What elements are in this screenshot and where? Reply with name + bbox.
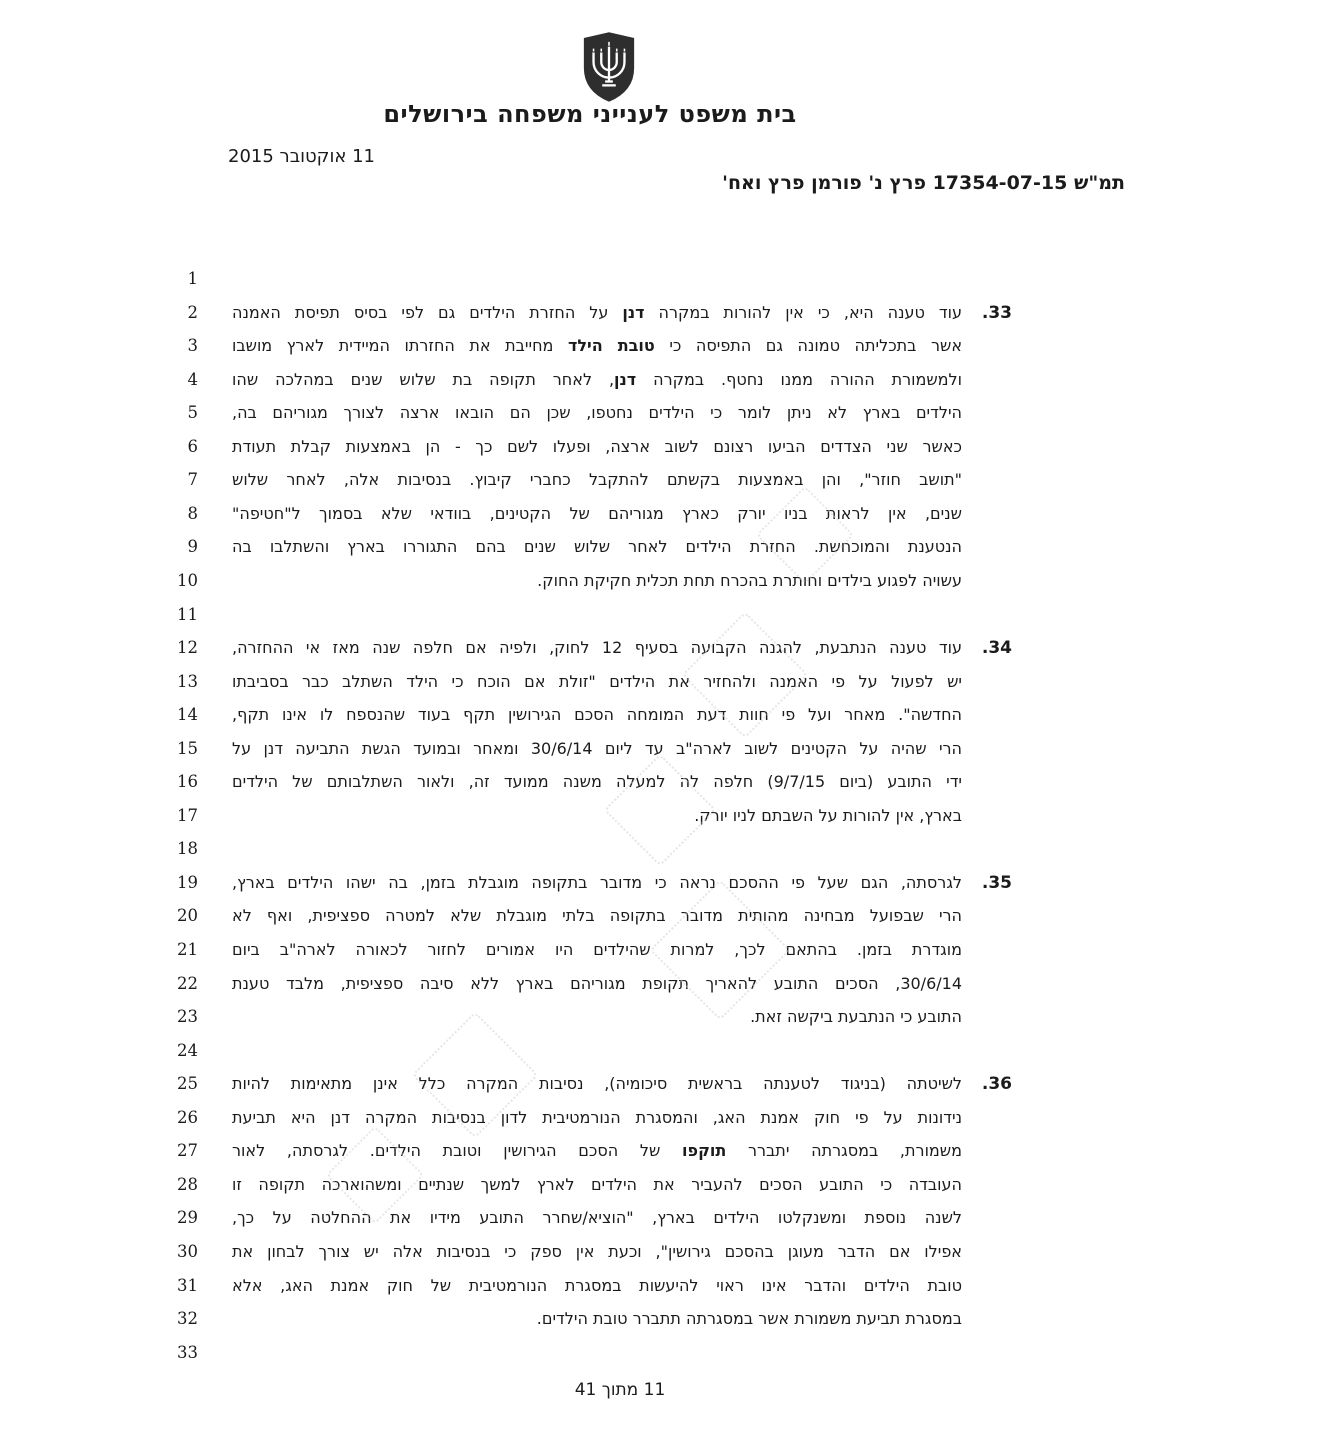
text-line: הרי שהיה על הקטינים לשוב לארה"ב עד ליום 30/6/14 ומאחר ובמועד הגשת התביעה דנן על bbox=[232, 738, 962, 758]
line-number: 11 bbox=[177, 604, 198, 624]
text-line: 30/6/14, הסכים התובע להאריך תקופת מגוריהם בארץ ללא סיבה ספציפית, מלבד טענת bbox=[232, 973, 962, 993]
line-number: 4 bbox=[187, 369, 198, 389]
text-line: בארץ, אין להורות על השבתם לניו יורק. bbox=[694, 805, 962, 825]
line-number: 21 bbox=[177, 940, 198, 959]
line-number: 25 bbox=[177, 1074, 198, 1094]
line-number: 3 bbox=[187, 336, 198, 356]
paragraph-number: 36. bbox=[981, 1074, 1012, 1095]
line-number: 1 bbox=[187, 269, 198, 288]
text-line: יש לפעול על פי האמנה ולהחזיר את הילדים "זולת אם הוכח כי הילד השתלב כבר בסביבתו bbox=[232, 671, 962, 691]
text-line: לשיטתה (בניגוד לטענתה בראשית סיכומיה), נסיבות המקרה כלל אינן מתאימות להיות bbox=[232, 1074, 962, 1094]
text-line: שנים, אין לראות בניו יורק כארץ מגוריהם של הקטינים, בוודאי שלא בסמוך ל"חטיפה" bbox=[232, 503, 962, 523]
text-line: הנטענת והמוכחשת. החזרת הילדים לאחר שלוש שנים בהם התגוררו בארץ והשתלבו בה bbox=[232, 537, 962, 557]
text-line: "תושב חוזר", והן באמצעות בקשתם להתקבל כחברי קיבוץ. בנסיבות אלה, לאחר שלוש bbox=[232, 470, 962, 490]
line-number: 12 bbox=[177, 638, 198, 658]
line-number: 15 bbox=[177, 738, 198, 758]
line-number: 26 bbox=[177, 1107, 198, 1127]
line-number: 23 bbox=[177, 1007, 198, 1027]
line-number: 7 bbox=[187, 470, 198, 490]
line-number: 31 bbox=[177, 1275, 198, 1295]
israel-state-emblem-icon bbox=[580, 30, 638, 104]
line-number: 2 bbox=[187, 302, 198, 322]
line-number: 6 bbox=[187, 436, 198, 456]
text-line: החדשה". מאחר ועל פי חוות דעת המומחה הסכם הגירושין תקף בעוד שהנספח לו אינו תקף, bbox=[232, 705, 962, 725]
line-number: 16 bbox=[177, 772, 198, 792]
paragraph-number: 35. bbox=[981, 872, 1012, 893]
line-number: 32 bbox=[177, 1309, 198, 1329]
text-line: התובע כי הנתבעת ביקשה זאת. bbox=[750, 1007, 962, 1027]
text-line: הרי שבפועל מבחינה מהותית מדובר בתקופה בלתי מוגבלת שלא למטרה ספציפית, ואף לא bbox=[232, 906, 962, 926]
line-number: 10 bbox=[177, 570, 198, 590]
text-line: אשר בתכליתה טמונה גם התפיסה כי טובת הילד מחייבת את החזרתו המיידית לארץ מושבו bbox=[232, 336, 962, 356]
text-line: במסגרת תביעת משמורת אשר במסגרתה תתברר טובת הילדים. bbox=[536, 1309, 962, 1329]
paragraph-number: 34. bbox=[981, 638, 1012, 659]
text-line: עוד טענה היא, כי אין להורות במקרה דנן על החזרת הילדים גם לפי בסיס תפיסת האמנה bbox=[232, 302, 962, 322]
paragraph-number: 33. bbox=[981, 302, 1012, 323]
line-number: 28 bbox=[177, 1174, 198, 1194]
text-line: טובת הילדים והדבר אינו ראוי להיעשות במסגרת הנורמטיבית של חוק אמנת האג, אלא bbox=[232, 1275, 962, 1295]
text-line: מוגדרת בזמן. בהתאם לכך, למרות שהילדים היו אמורים לחזור לכאורה לארה"ב ביום bbox=[232, 940, 962, 959]
line-number: 33 bbox=[177, 1342, 198, 1362]
line-number: 9 bbox=[187, 537, 198, 557]
text-line: אפילו אם הדבר מעוגן בהסכם גירושין", וכעת אין ספק כי בנסיבות אלה יש צורך לבחון את bbox=[232, 1241, 962, 1261]
line-number: 19 bbox=[177, 872, 198, 892]
text-line: העובדה כי התובע הסכים להעביר את הילדים לארץ למשך שנתיים ומשהוארכה תקופה זו bbox=[232, 1174, 962, 1194]
line-number: 8 bbox=[187, 503, 198, 523]
court-title: בית משפט לענייני משפחה בירושלים bbox=[383, 100, 797, 128]
text-line: ולמשמורת ההורה ממנו נחטף. במקרה דנן, לאחר תקופה בת שלוש שנים במהלכה שהו bbox=[232, 369, 962, 389]
text-line: עוד טענה הנתבעת, להגנה הקבועה בסעיף 12 לחוק, ולפיה אם חלפה שנה מאז אי ההחזרה, bbox=[232, 638, 962, 658]
line-number: 30 bbox=[177, 1241, 198, 1261]
line-number: 20 bbox=[177, 906, 198, 926]
text-line: לשנה נוספת ומשנקלטו הילדים בארץ, "הוציא/שחרר התובע מידיו את ההחלטה על כך, bbox=[232, 1208, 962, 1228]
text-line: עשויה לפגוע בילדים וחותרת בהכרח תחת תכלית חקיקת החוק. bbox=[537, 570, 962, 590]
case-number-line: תמ"ש 17354-07-15 פרץ נ' פורמן פרץ ואח' bbox=[722, 172, 1125, 194]
line-number: 5 bbox=[187, 403, 198, 423]
line-number: 27 bbox=[177, 1141, 198, 1161]
text-line: כאשר שני הצדדים הביעו רצונם לשוב ארצה, ופעלו לשם כך - הן באמצעות קבלת תעודת bbox=[232, 436, 962, 456]
line-number: 29 bbox=[177, 1208, 198, 1228]
text-line: משמורת, במסגרתה יתברר תוקפו של הסכם הגירושין וטובת הילדים. לגרסתה, לאור bbox=[232, 1141, 962, 1161]
line-number: 22 bbox=[177, 973, 198, 993]
text-line: ידי התובע (ביום 9/7/15) חלפה לה למעלה משנה ממועד זה, ולאור השתלבותם של הילדים bbox=[232, 772, 962, 792]
text-line: נידונות על פי חוק אמנת האג, והמסגרת הנורמטיבית לדון בנסיבות המקרה דנן היא תביעת bbox=[232, 1107, 962, 1127]
text-line: לגרסתה, הגם שעל פי ההסכם נראה כי מדובר בתקופה מוגבלת בזמן, בה ישהו הילדים בארץ, bbox=[232, 872, 962, 892]
text-line: הילדים בארץ לא ניתן לומר כי הילדים נחטפו, שכן הם הובאו ארצה לצורך מגוריהם בה, bbox=[232, 403, 962, 423]
line-number: 18 bbox=[177, 839, 198, 859]
document-date: 11 אוקטובר 2015 bbox=[228, 146, 376, 167]
line-number: 24 bbox=[177, 1040, 198, 1060]
line-number: 14 bbox=[177, 705, 198, 725]
line-number: 13 bbox=[177, 671, 198, 691]
page-footer: 11 מתוך 41 bbox=[574, 1380, 666, 1400]
line-number: 17 bbox=[177, 805, 198, 825]
